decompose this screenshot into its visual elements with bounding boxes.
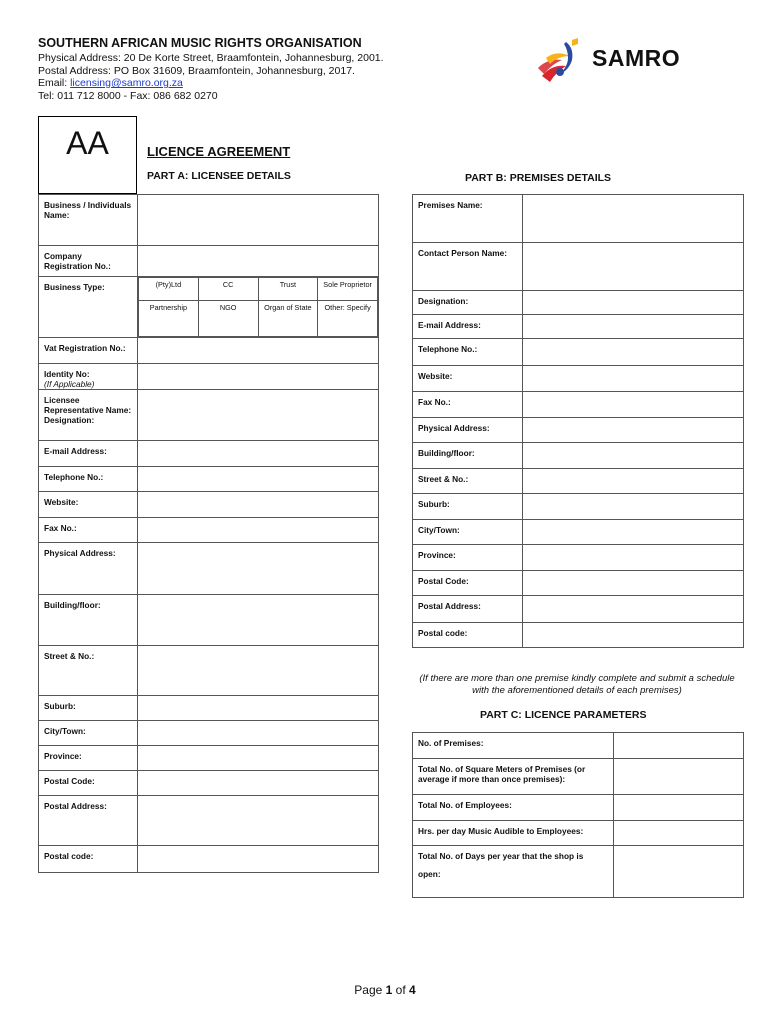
b-suburb-field[interactable] (523, 494, 744, 520)
physical-address-label: Physical Address: (39, 543, 138, 595)
row-company-reg (39, 246, 379, 277)
type-pty-ltd[interactable]: (Pty)Ltd (139, 278, 199, 301)
row-telephone (39, 467, 379, 492)
row-suburb (39, 696, 379, 721)
postal-code-2-label: Postal code: (39, 846, 138, 873)
company-reg-label: Company Registration No.: (39, 246, 138, 277)
c-square-meters-field[interactable] (614, 759, 744, 795)
b-premises-name-field[interactable] (523, 195, 744, 243)
b-fax-field[interactable] (523, 392, 744, 418)
row-website (39, 492, 379, 518)
b-row-building (413, 443, 744, 469)
b-city-label: City/Town: (413, 520, 523, 545)
b-postal-code-2-field[interactable] (523, 623, 744, 648)
email-field[interactable] (138, 441, 379, 467)
row-vat (39, 338, 379, 364)
b-row-contact-person (413, 243, 744, 291)
building-label: Building/floor: (39, 595, 138, 646)
footer-total-pages: 4 (409, 983, 416, 997)
logo-wordmark: SAMRO (592, 45, 681, 71)
postal-address-label: Postal Address: (39, 796, 138, 846)
c-square-meters-label: Total No. of Square Meters of Premises (or average if more than once premises): (413, 759, 614, 795)
b-designation-label: Designation: (413, 291, 523, 315)
b-postal-code-label: Postal Code: (413, 571, 523, 596)
type-organ-of-state[interactable]: Organ of State (258, 301, 318, 337)
street-field[interactable] (138, 646, 379, 696)
business-name-label: Business / Individuals Name: (39, 195, 138, 246)
telephone-field[interactable] (138, 467, 379, 492)
province-field[interactable] (138, 746, 379, 771)
identity-label: Identity No: (44, 369, 90, 379)
c-days-label-line2: open: (418, 869, 441, 879)
c-days-label-line1: Total No. of Days per year that the shop is (418, 851, 584, 861)
business-type-label: Business Type: (39, 277, 138, 338)
representative-label-cell (39, 390, 138, 441)
b-row-email (413, 315, 744, 339)
type-ngo[interactable]: NGO (198, 301, 258, 337)
telephone-label: Telephone No.: (39, 467, 138, 492)
premises-note: (If there are more than one premise kindly complete and submit a schedule with the aforementioned details of each premises) (419, 673, 735, 696)
suburb-field[interactable] (138, 696, 379, 721)
footer-current-page: 1 (385, 983, 393, 997)
b-contact-person-field[interactable] (523, 243, 744, 291)
identity-note: (If Applicable) (44, 379, 95, 389)
c-row-hours (413, 821, 744, 846)
postal-code-label: Postal Code: (39, 771, 138, 796)
street-label: Street & No.: (39, 646, 138, 696)
b-row-designation (413, 291, 744, 315)
b-telephone-label: Telephone No.: (413, 339, 523, 366)
row-province (39, 746, 379, 771)
fax-label: Fax No.: (39, 518, 138, 543)
company-reg-field[interactable] (138, 246, 379, 277)
email-line (38, 77, 384, 90)
c-row-premises (413, 733, 744, 759)
b-province-field[interactable] (523, 545, 744, 571)
b-physical-field[interactable] (523, 418, 744, 443)
b-email-field[interactable] (523, 315, 744, 339)
samro-logo-icon (532, 36, 594, 86)
c-hours-label: Hrs. per day Music Audible to Employees: (413, 821, 614, 846)
row-postal-code-2 (39, 846, 379, 873)
suburb-label: Suburb: (39, 696, 138, 721)
b-row-postal-code (413, 571, 744, 596)
type-cc[interactable]: CC (198, 278, 258, 301)
b-row-premises-name (413, 195, 744, 243)
c-row-square-meters (413, 759, 744, 795)
identity-field[interactable] (138, 364, 379, 390)
row-building (39, 595, 379, 646)
representative-designation-label: Designation: (44, 415, 95, 425)
b-website-field[interactable] (523, 366, 744, 392)
part-a-heading: PART A: LICENSEE DETAILS (147, 170, 291, 182)
footer-page-word: Page (354, 983, 386, 997)
b-province-label: Province: (413, 545, 523, 571)
b-contact-person-label: Contact Person Name: (413, 243, 523, 291)
b-city-field[interactable] (523, 520, 744, 545)
footer-of-word: of (392, 983, 410, 997)
tel-fax: Tel: 011 712 8000 - Fax: 086 682 0270 (38, 89, 218, 102)
b-row-postal-code-2 (413, 623, 744, 648)
b-fax-label: Fax No.: (413, 392, 523, 418)
type-sole-proprietor[interactable]: Sole Proprietor (318, 278, 378, 301)
b-row-city (413, 520, 744, 545)
b-premises-name-label: Premises Name: (413, 195, 523, 243)
row-identity (39, 364, 379, 390)
b-row-province (413, 545, 744, 571)
row-city (39, 721, 379, 746)
email-label: E-mail Address: (39, 441, 138, 467)
postal-address: Postal Address: PO Box 31609, Braamfontein, Johannesburg, 2017. (38, 64, 355, 77)
business-name-field[interactable] (138, 195, 379, 246)
c-days-label (413, 846, 614, 898)
b-suburb-label: Suburb: (413, 494, 523, 520)
part-a-table (38, 194, 379, 873)
form-title: LICENCE AGREEMENT (147, 144, 291, 159)
representative-name-label: Licensee Representative Name: (44, 395, 132, 415)
email-label: Email: (38, 77, 71, 89)
postal-code-2-field[interactable] (138, 846, 379, 873)
building-field[interactable] (138, 595, 379, 646)
vat-label: Vat Registration No.: (39, 338, 138, 364)
city-field[interactable] (138, 721, 379, 746)
part-c-heading: PART C: LICENCE PARAMETERS (480, 709, 647, 721)
row-representative (39, 390, 379, 441)
c-employees-field[interactable] (614, 795, 744, 821)
b-email-label: E-mail Address: (413, 315, 523, 339)
row-postal-code (39, 771, 379, 796)
part-b-table (412, 194, 744, 648)
samro-logo (532, 36, 707, 86)
type-other-specify[interactable]: Other: Specify (318, 301, 378, 337)
fax-field[interactable] (138, 518, 379, 543)
row-fax (39, 518, 379, 543)
part-c-table (412, 732, 744, 898)
form-code-box (38, 116, 137, 194)
physical-address: Physical Address: 20 De Korte Street, Braamfontein, Johannesburg, 2001. (38, 52, 384, 64)
row-email (39, 441, 379, 467)
b-street-field[interactable] (523, 469, 744, 494)
part-b-heading: PART B: PREMISES DETAILS (465, 172, 612, 184)
c-premises-field[interactable] (614, 733, 744, 759)
c-days-field[interactable] (614, 846, 744, 898)
c-row-days (413, 846, 744, 898)
email-link[interactable]: licensing@samro.org.za (70, 77, 183, 89)
b-row-telephone (413, 339, 744, 366)
type-trust[interactable]: Trust (258, 278, 318, 301)
b-row-postal-address (413, 596, 744, 623)
b-row-website (413, 366, 744, 392)
b-street-label: Street & No.: (413, 469, 523, 494)
b-row-street (413, 469, 744, 494)
b-designation-field[interactable] (523, 291, 744, 315)
city-label: City/Town: (39, 721, 138, 746)
b-postal-address-label: Postal Address: (413, 596, 523, 623)
website-label: Website: (39, 492, 138, 518)
physical-address-field[interactable] (138, 543, 379, 595)
b-postal-code-2-label: Postal code: (413, 623, 523, 648)
representative-field[interactable] (138, 390, 379, 441)
c-employees-label: Total No. of Employees: (413, 795, 614, 821)
business-type-grid (138, 277, 379, 338)
form-code: AA (66, 125, 109, 161)
row-physical-address (39, 543, 379, 595)
b-physical-label: Physical Address: (413, 418, 523, 443)
c-premises-label: No. of Premises: (413, 733, 614, 759)
type-partnership[interactable]: Partnership (139, 301, 199, 337)
org-name: SOUTHERN AFRICAN MUSIC RIGHTS ORGANISATION (38, 36, 362, 50)
b-website-label: Website: (413, 366, 523, 392)
row-business-name (39, 195, 379, 246)
b-row-physical (413, 418, 744, 443)
b-row-suburb (413, 494, 744, 520)
b-row-fax (413, 392, 744, 418)
b-building-label: Building/floor: (413, 443, 523, 469)
identity-label-cell (39, 364, 138, 390)
vat-field[interactable] (138, 338, 379, 364)
postal-code-field[interactable] (138, 771, 379, 796)
c-hours-field[interactable] (614, 821, 744, 846)
website-field[interactable] (138, 492, 379, 518)
b-building-field[interactable] (523, 443, 744, 469)
row-business-type (39, 277, 379, 338)
org-address-block (38, 52, 384, 102)
b-postal-address-field[interactable] (523, 596, 744, 623)
province-label: Province: (39, 746, 138, 771)
row-postal-address (39, 796, 379, 846)
b-postal-code-field[interactable] (523, 571, 744, 596)
b-telephone-field[interactable] (523, 339, 744, 366)
postal-address-field[interactable] (138, 796, 379, 846)
c-row-employees (413, 795, 744, 821)
row-street (39, 646, 379, 696)
page-footer (0, 983, 770, 997)
